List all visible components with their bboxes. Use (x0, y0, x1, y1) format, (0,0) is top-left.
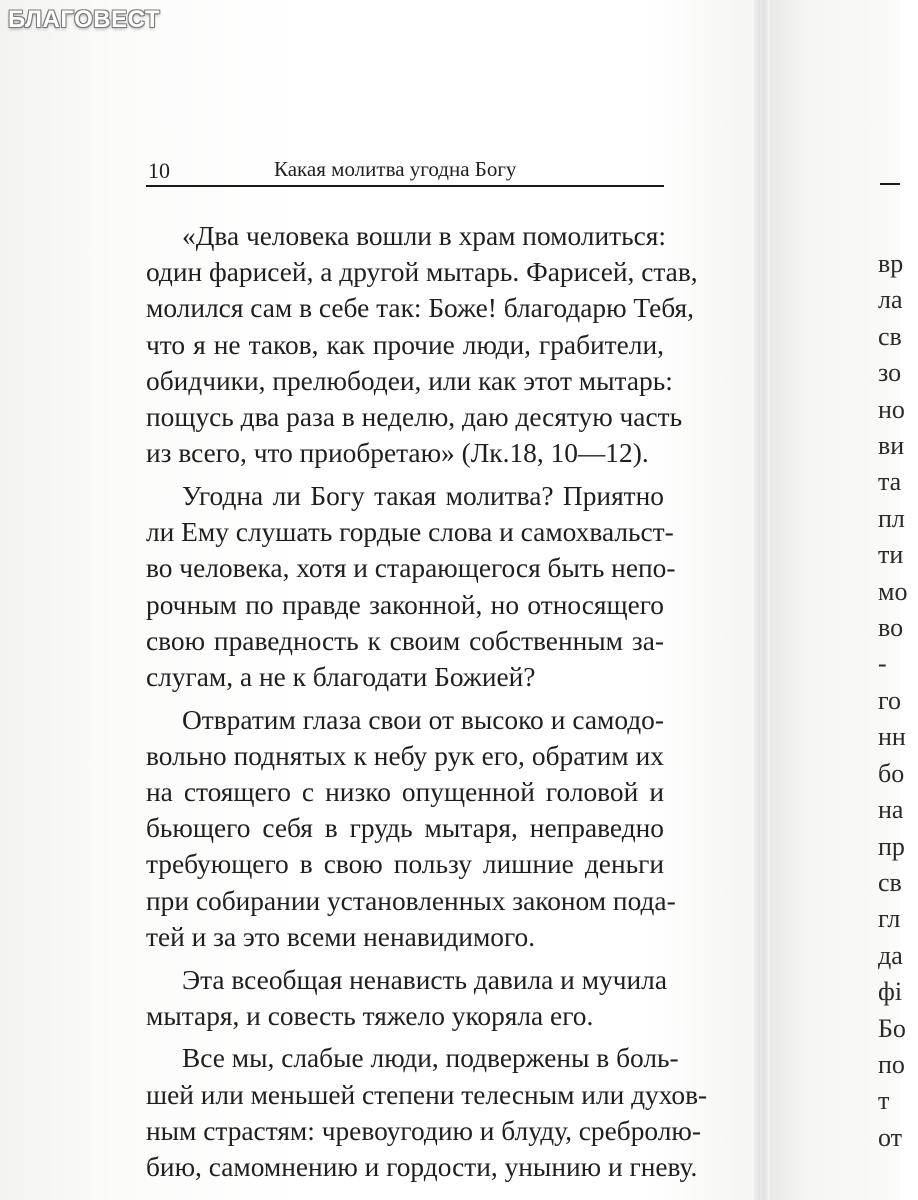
text-line: бьющего себя в грудь мытаря, неправедно (146, 813, 664, 844)
right-page-header-rule (880, 183, 900, 185)
text-line: из всего, что приобретаю» (Лк.18, 10—12). (146, 438, 649, 469)
page-number: 10 (148, 158, 170, 183)
text-line: свою праведность к своим собственным за- (146, 625, 664, 656)
right-page-fragment: ти (878, 540, 904, 570)
paragraph (146, 478, 676, 695)
right-page-fragment: мо (878, 576, 908, 606)
paragraph (146, 962, 667, 1034)
right-page-fragment: т (878, 1086, 890, 1116)
right-page-text-fragments (878, 246, 918, 1156)
text-line: Отвратим глаза свои от высоко и самодо- (182, 704, 664, 735)
right-page-fragment: та (878, 467, 902, 497)
right-page-fragment: по (878, 1049, 905, 1079)
right-page-fragment: от (878, 1122, 903, 1152)
right-page-fragment: вр (878, 249, 904, 278)
text-line: вольно поднятых к небу рук его, обратим их (146, 740, 664, 771)
paragraph (146, 1040, 708, 1185)
right-page-fragment: зо (878, 358, 902, 388)
text-line: молился сам в себе так: Боже! благодарю Тебя, (146, 293, 694, 324)
right-page-fragment: ла (878, 285, 903, 315)
right-page-fragment: пл (878, 503, 905, 533)
text-line: Угодна ли Богу такая молитва? Приятно (182, 480, 664, 511)
right-page-fragment: го (878, 685, 902, 715)
text-line: бию, самомнению и гордости, унынию и гневу. (146, 1152, 698, 1183)
text-line: рочным по правде законной, но относящего (146, 589, 664, 620)
paragraph (146, 702, 676, 955)
text-line: во человека, хотя и старающегося быть непо- (146, 553, 676, 584)
right-page-fragment: да (878, 940, 903, 970)
right-page-fragment: гл (878, 904, 901, 934)
text-line: обидчики, прелюбодеи, или как этот мытарь: (146, 365, 673, 396)
paragraph (146, 218, 698, 471)
text-line: «Два человека вошли в храм помолиться: (182, 221, 666, 251)
text-line: Все мы, слабые люди, подвержены в боль- (182, 1043, 679, 1074)
text-line: тей и за это всеми ненавидимого. (146, 921, 536, 952)
text-line: мытаря, и совесть тяжело укоряла его. (146, 1000, 594, 1031)
right-page-fragment: во (878, 613, 904, 643)
text-line: ли Ему слушать гордые слова и самохвальст- (146, 517, 674, 548)
text-line: на стоящего с низко опущенной головой и (146, 777, 664, 808)
right-page-fragment: пр (878, 831, 905, 861)
text-line: Эта всеобщая ненависть давила и мучила (182, 964, 667, 995)
right-page-fragment: на (878, 795, 904, 825)
text-line: при собирании установленных законом пода- (146, 885, 676, 916)
text-line: что я не таков, как прочие люди, грабители, (146, 329, 664, 360)
text-line: требующего в свою пользу лишние деньги (146, 849, 664, 880)
right-page-fragment: - (878, 649, 887, 679)
text-line: ным страстям: чревоугодию и блуду, сребролю- (146, 1115, 702, 1146)
right-page-fragment: бо (878, 758, 905, 788)
right-page-fragment: нн (878, 722, 906, 752)
right-page-fragment: фі (878, 977, 903, 1007)
text-line: шей или меньшей степени телесным или духов- (146, 1079, 708, 1110)
running-head (146, 155, 664, 187)
body-text (146, 218, 708, 1192)
text-line: пощусь два раза в неделю, даю десятую часть (146, 402, 683, 433)
right-page-fragment: св (878, 321, 902, 351)
right-page-fragment: Бо (878, 1013, 906, 1043)
text-line: слугам, а не к благодати Божией? (146, 661, 536, 692)
text-line: один фарисей, а другой мытарь. Фарисей, став, (146, 257, 698, 288)
right-page-fragment: но (878, 394, 905, 424)
right-page-fragment: ви (878, 431, 905, 461)
right-page-fragment: св (878, 867, 902, 897)
watermark: БЛАГОВЕСТ (8, 6, 161, 33)
page-title: Какая молитва угодна Богу (274, 157, 517, 181)
